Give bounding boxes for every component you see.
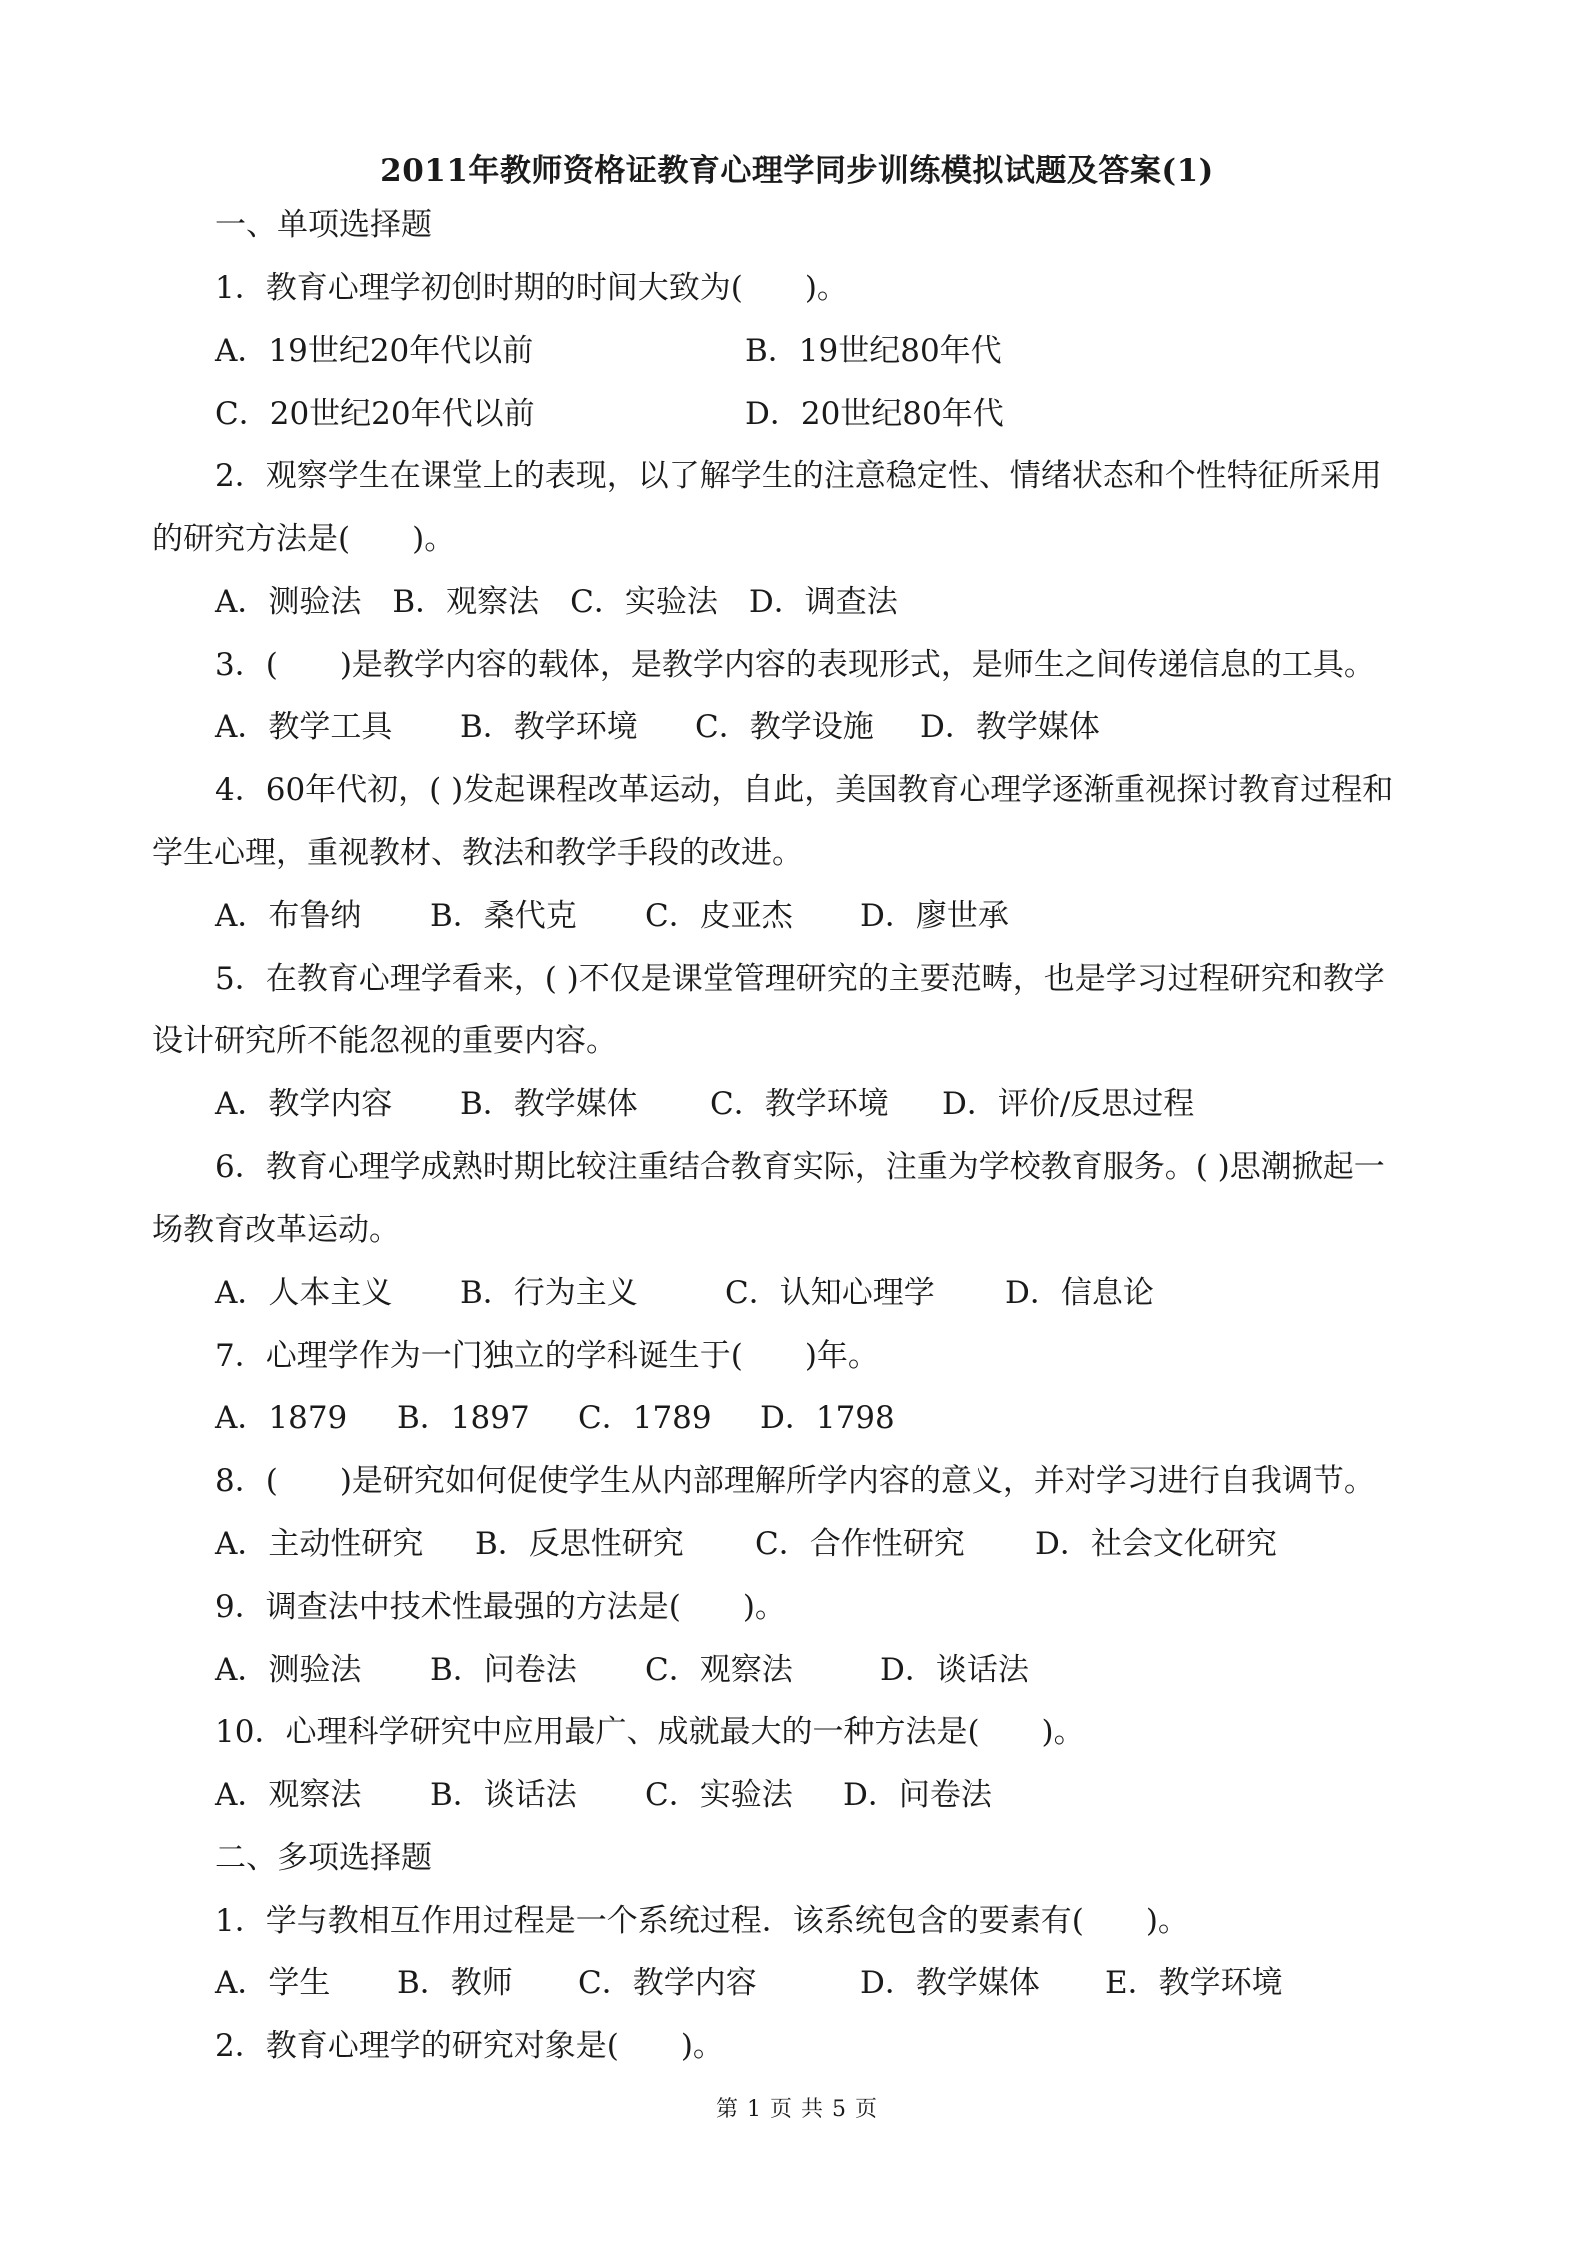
- question-4-option-d: D．廖世承: [860, 898, 1009, 934]
- question-6-stem-line-2: 场教育改革运动。: [152, 1212, 400, 1248]
- question-8-option-c: C．合作性研究: [755, 1526, 965, 1562]
- question-10-option-c: C．实验法: [645, 1777, 793, 1813]
- question-7-stem: 7．心理学作为一门独立的学科诞生于( )年。: [215, 1338, 879, 1374]
- question-7-option-b: B．1897: [397, 1400, 530, 1436]
- multi-question-1-option-c: C．教学内容: [578, 1965, 757, 2001]
- question-3-option-d: D．教学媒体: [920, 709, 1100, 745]
- section-heading-multiple-choice: 二、多项选择题: [215, 1840, 432, 1876]
- question-10-option-b: B．谈话法: [430, 1777, 577, 1813]
- question-3-option-b: B．教学环境: [460, 709, 638, 745]
- question-4-stem-line-1: 4．60年代初，( )发起课程改革运动，自此，美国教育心理学逐渐重视探讨教育过程和: [215, 772, 1394, 808]
- question-1-option-c: C．20世纪20年代以前: [215, 396, 535, 432]
- question-1-option-d: D．20世纪80年代: [745, 396, 1004, 432]
- question-9-option-d: D．谈话法: [880, 1652, 1029, 1688]
- question-9-option-b: B．问卷法: [430, 1652, 577, 1688]
- multi-question-1-stem: 1．学与教相互作用过程是一个系统过程．该系统包含的要素有( )。: [215, 1903, 1189, 1939]
- question-8-option-d: D．社会文化研究: [1035, 1526, 1277, 1562]
- section-heading-single-choice: 一、单项选择题: [215, 207, 432, 243]
- question-7-option-d: D．1798: [760, 1400, 895, 1436]
- question-2-options: A．测验法 B．观察法 C．实验法 D．调查法: [215, 584, 898, 620]
- question-4-option-c: C．皮亚杰: [645, 898, 793, 934]
- question-3-option-a: A．教学工具: [215, 709, 393, 745]
- question-8-option-b: B．反思性研究: [475, 1526, 684, 1562]
- question-6-option-b: B．行为主义: [460, 1275, 638, 1311]
- multi-question-1-option-e: E．教学环境: [1105, 1965, 1283, 2001]
- question-6-option-c: C．认知心理学: [725, 1275, 935, 1311]
- question-7-option-c: C．1789: [578, 1400, 712, 1436]
- question-1-option-b: B．19世纪80年代: [745, 333, 1002, 369]
- question-9-option-c: C．观察法: [645, 1652, 793, 1688]
- question-5-option-b: B．教学媒体: [460, 1086, 638, 1122]
- question-8-option-a: A．主动性研究: [215, 1526, 424, 1562]
- question-6-option-a: A．人本主义: [215, 1275, 393, 1311]
- question-4-option-a: A．布鲁纳: [215, 898, 362, 934]
- question-4-stem-line-2: 学生心理，重视教材、教法和教学手段的改进。: [152, 835, 803, 871]
- question-10-option-d: D．问卷法: [843, 1777, 992, 1813]
- question-5-option-a: A．教学内容: [215, 1086, 393, 1122]
- question-7-option-a: A．1879: [215, 1400, 348, 1436]
- question-5-option-d: D．评价/反思过程: [942, 1086, 1195, 1122]
- multi-question-1-option-a: A．学生: [215, 1965, 331, 2001]
- multi-question-2-stem: 2．教育心理学的研究对象是( )。: [215, 2028, 724, 2064]
- question-3-stem: 3．( )是教学内容的载体，是教学内容的表现形式，是师生之间传递信息的工具。: [215, 647, 1375, 683]
- question-6-option-d: D．信息论: [1005, 1275, 1154, 1311]
- question-5-option-c: C．教学环境: [710, 1086, 889, 1122]
- document-title: 2011年教师资格证教育心理学同步训练模拟试题及答案(1): [380, 153, 1214, 189]
- question-9-option-a: A．测验法: [215, 1652, 362, 1688]
- question-2-stem-line-1: 2．观察学生在课堂上的表现，以了解学生的注意稳定性、情绪状态和个性特征所采用: [215, 458, 1382, 494]
- page-footer: 第 1 页 共 5 页: [716, 2097, 878, 2122]
- question-9-stem: 9．调查法中技术性最强的方法是( )。: [215, 1589, 786, 1625]
- question-1-option-a: A．19世纪20年代以前: [215, 333, 534, 369]
- multi-question-1-option-b: B．教师: [397, 1965, 513, 2001]
- question-10-option-a: A．观察法: [215, 1777, 362, 1813]
- question-1-stem: 1．教育心理学初创时期的时间大致为( )。: [215, 270, 848, 306]
- question-5-stem-line-2: 设计研究所不能忽视的重要内容。: [152, 1023, 617, 1059]
- question-8-stem: 8．( )是研究如何促使学生从内部理解所学内容的意义，并对学习进行自我调节。: [215, 1463, 1375, 1499]
- question-4-option-b: B．桑代克: [430, 898, 577, 934]
- question-3-option-c: C．教学设施: [695, 709, 874, 745]
- multi-question-1-option-d: D．教学媒体: [860, 1965, 1040, 2001]
- question-5-stem-line-1: 5．在教育心理学看来，( )不仅是课堂管理研究的主要范畴，也是学习过程研究和教学: [215, 961, 1385, 997]
- question-2-stem-line-2: 的研究方法是( )。: [152, 521, 456, 557]
- question-10-stem: 10．心理科学研究中应用最广、成就最大的一种方法是( )。: [215, 1714, 1085, 1750]
- question-6-stem-line-1: 6．教育心理学成熟时期比较注重结合教育实际，注重为学校教育服务。( )思潮掀起一: [215, 1149, 1385, 1185]
